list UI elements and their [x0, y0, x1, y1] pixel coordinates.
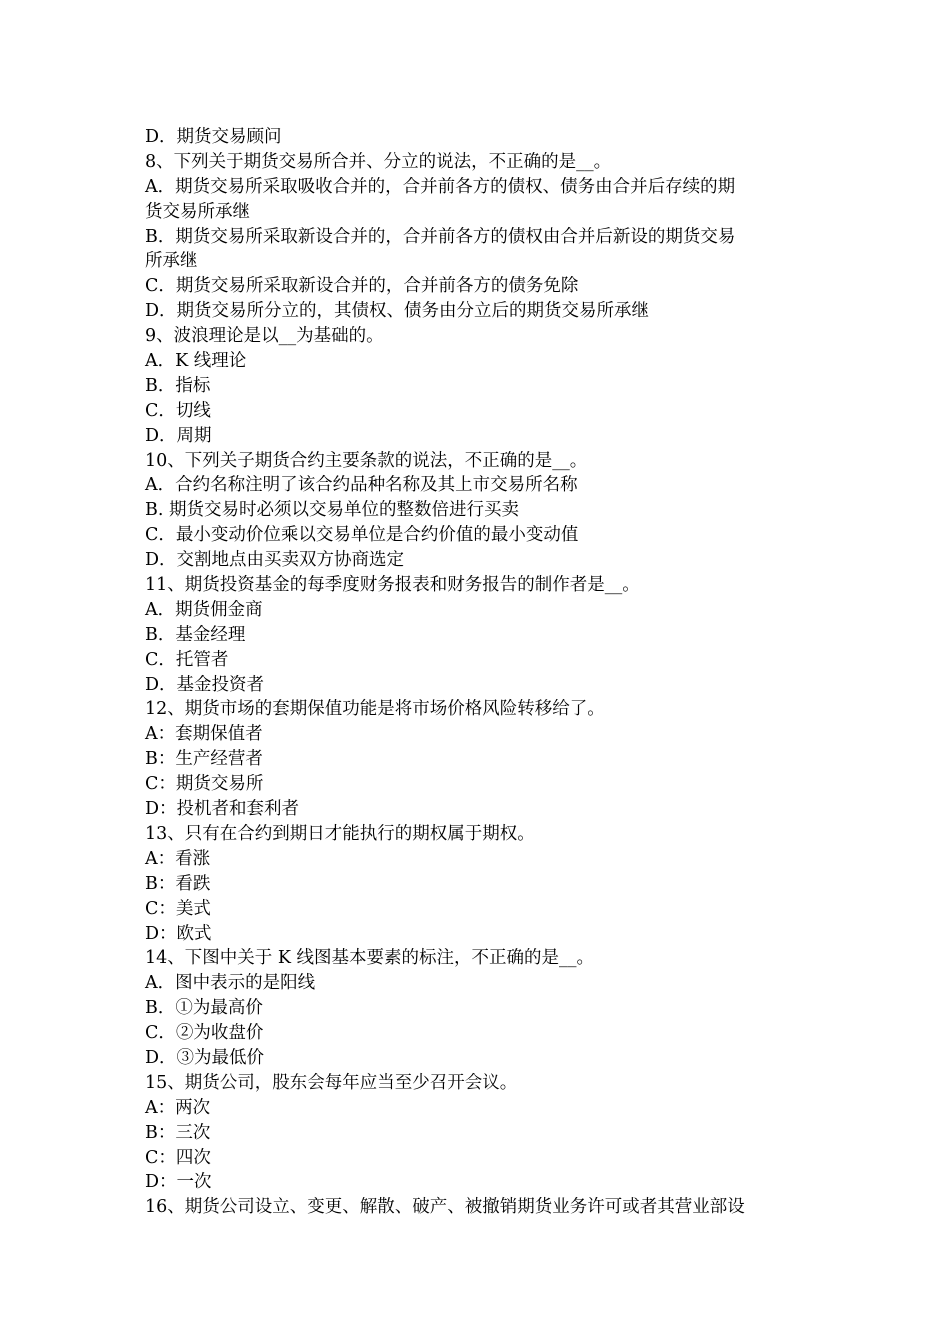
text-line: D：一次: [145, 1172, 212, 1193]
text-line: D．交割地点由买卖双方协商选定: [145, 550, 405, 571]
text-line: B：生产经营者: [145, 749, 263, 770]
text-line: D：欧式: [145, 923, 212, 944]
text-line: C．切线: [145, 400, 211, 421]
text-line: D：投机者和套利者: [145, 799, 300, 820]
text-line: A．期货交易所采取吸收合并的，合并前各方的债权、债务由合并后存续的期: [145, 176, 736, 197]
question-15: 15、期货公司，股东会每年应当至少召开会议。: [145, 1072, 518, 1093]
text-line: B．指标: [145, 375, 211, 396]
text-line: D．③为最低价: [145, 1047, 265, 1068]
text-line: C：四次: [145, 1147, 211, 1168]
text-line: D．基金投资者: [145, 674, 265, 695]
question-11: 11、期货投资基金的每季度财务报表和财务报告的制作者是__。: [145, 575, 640, 596]
question-14: 14、下图中关于 K 线图基本要素的标注，不正确的是__。: [145, 948, 594, 969]
text-line: C．最小变动价位乘以交易单位是合约价值的最小变动值: [145, 525, 579, 546]
text-line: A：两次: [145, 1097, 211, 1118]
text-line: B：三次: [145, 1122, 211, 1143]
question-9: 9、波浪理论是以__为基础的。: [145, 326, 384, 347]
text-line: A：套期保值者: [145, 724, 263, 745]
text-line: B．期货交易所采取新设合并的，合并前各方的债权由合并后新设的期货交易: [145, 226, 736, 247]
text-line: B. 期货交易时必须以交易单位的整数倍进行买卖: [145, 500, 519, 521]
question-8: 8、下列关于期货交易所合并、分立的说法，不正确的是__。: [145, 151, 612, 172]
text-line: C．②为收盘价: [145, 1023, 264, 1044]
text-line: D．周期: [145, 425, 212, 446]
text-line: A．期货佣金商: [145, 599, 263, 620]
question-12: 12、期货市场的套期保值功能是将市场价格风险转移给了。: [145, 699, 605, 720]
text-line: 所承继: [145, 251, 198, 272]
question-13: 13、只有在合约到期日才能执行的期权属于期权。: [145, 823, 535, 844]
text-line: 货交易所承继: [145, 201, 250, 222]
text-line: B．基金经理: [145, 624, 246, 645]
text-line: B．①为最高价: [145, 998, 263, 1019]
text-line: C：期货交易所: [145, 774, 264, 795]
text-line: A．K 线理论: [145, 351, 247, 372]
text-line: C：美式: [145, 898, 211, 919]
text-line: C．托管者: [145, 649, 229, 670]
text-line: A．合约名称注明了该合约品种名称及其上市交易所名称: [145, 475, 578, 496]
text-line: A：看涨: [145, 848, 211, 869]
text-line: D．期货交易所分立的，其债权、债务由分立后的期货交易所承继: [145, 301, 650, 322]
text-line: A．图中表示的是阳线: [145, 973, 316, 994]
question-10: 10、下列关子期货合约主要条款的说法，不正确的是__。: [145, 450, 588, 471]
text-line: D．期货交易顾问: [145, 127, 282, 147]
text-line: B：看跌: [145, 873, 211, 894]
text-line: C．期货交易所采取新设合并的，合并前各方的债务免除: [145, 276, 579, 297]
question-16: 16、期货公司设立、变更、解散、破产、被撤销期货业务许可或者其营业部设: [145, 1197, 745, 1218]
document-body: [145, 125, 820, 1220]
